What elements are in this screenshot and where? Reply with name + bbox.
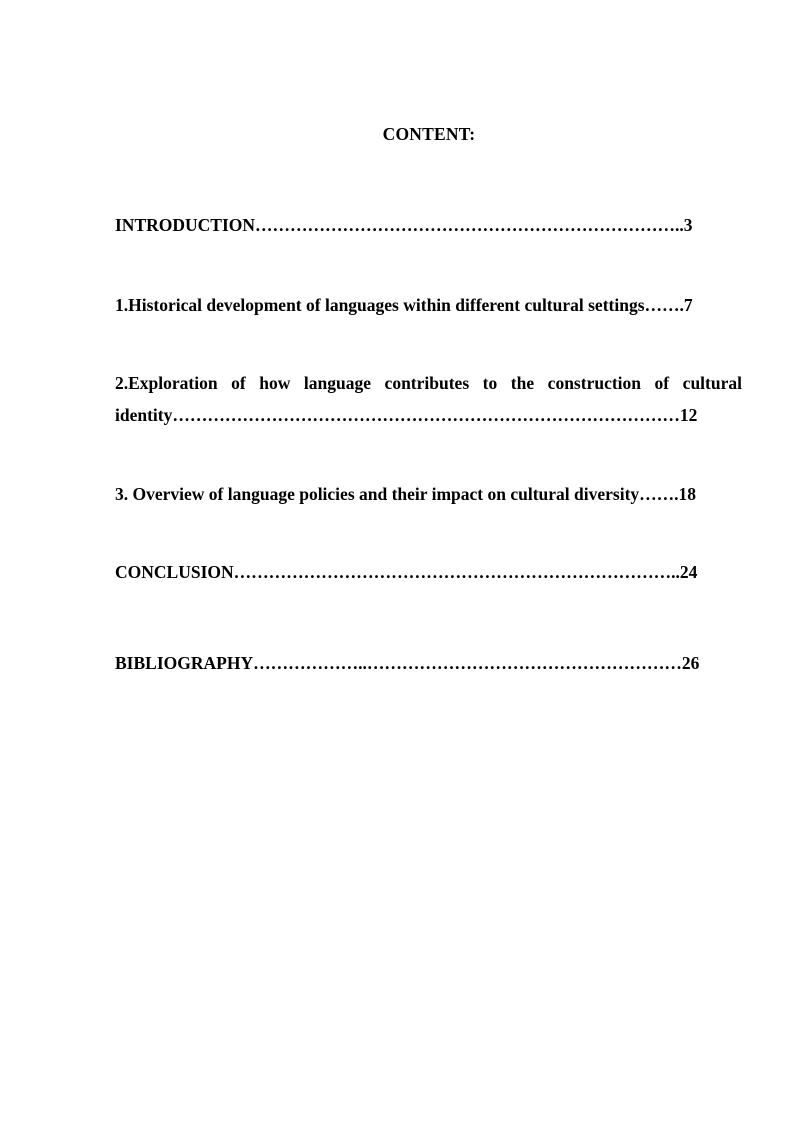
page-title: CONTENT: [382, 124, 476, 144]
toc-entry-exploration-line1: 2.Exploration of how language contributes to the construction of cultural [115, 373, 742, 393]
toc-entry-language-policies: 3. Overview of language policies and their impact on cultural diversity…….18 [115, 484, 697, 504]
toc-entry-introduction: INTRODUCTION………………………………………………………………..3 [115, 215, 693, 235]
toc-entry-historical-development: 1.Historical development of languages within different cultural settings…….7 [115, 295, 693, 315]
toc-entry-exploration-line2: identity……………………………………………………………………………12 [115, 405, 698, 425]
toc-entry-bibliography: BIBLIOGRAPHY………………..………………………………………………26 [115, 653, 700, 673]
toc-entry-conclusion: CONCLUSION…………………………………………………………………..24 [115, 562, 698, 582]
